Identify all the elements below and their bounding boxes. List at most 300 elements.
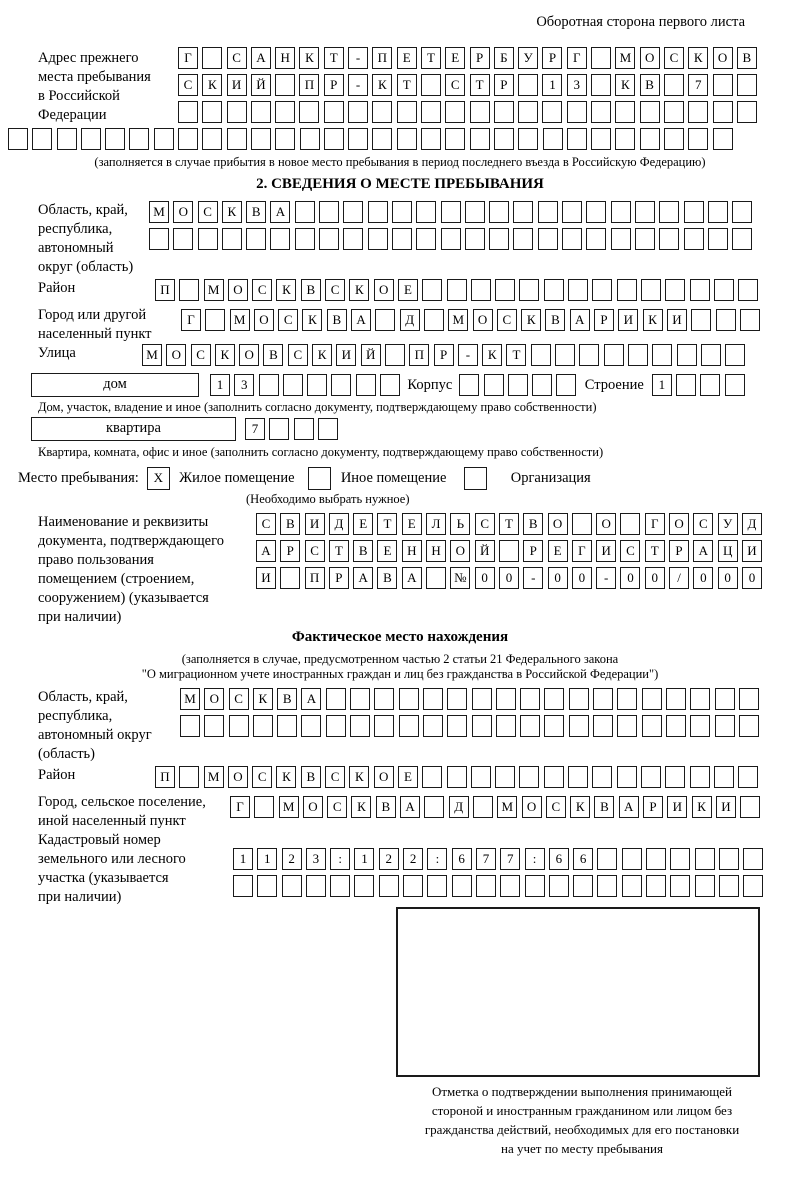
char-cell[interactable] [295,228,315,250]
char-cell[interactable]: Г [178,47,198,69]
char-cell[interactable]: К [688,47,708,69]
char-cell[interactable]: О [450,540,470,562]
char-cell[interactable]: Г [230,796,250,818]
char-cell[interactable]: 3 [306,848,326,870]
char-cell[interactable] [319,228,339,250]
char-cell[interactable] [676,374,696,396]
char-cell[interactable]: М [204,766,224,788]
char-cell[interactable]: 1 [354,848,374,870]
char-cell[interactable] [635,228,655,250]
char-cell[interactable]: К [299,47,319,69]
char-cell[interactable]: Д [449,796,469,818]
char-cell[interactable]: К [521,309,541,331]
char-cell[interactable]: К [215,344,235,366]
char-cell[interactable]: В [280,513,300,535]
char-cell[interactable] [423,715,443,737]
char-cell[interactable] [640,101,660,123]
char-cell[interactable] [611,228,631,250]
char-cell[interactable] [713,74,733,96]
char-cell[interactable]: Л [426,513,446,535]
char-cell[interactable]: С [288,344,308,366]
char-cell[interactable] [573,875,593,897]
char-cell[interactable] [593,715,613,737]
char-cell[interactable]: 1 [257,848,277,870]
char-cell[interactable] [520,688,540,710]
char-cell[interactable] [664,74,684,96]
char-cell[interactable]: И [716,796,736,818]
char-cell[interactable] [277,715,297,737]
char-cell[interactable] [569,688,589,710]
char-cell[interactable]: О [228,279,248,301]
char-cell[interactable]: - [458,344,478,366]
char-cell[interactable] [179,279,199,301]
char-cell[interactable] [178,101,198,123]
char-cell[interactable]: Р [329,567,349,589]
char-cell[interactable]: В [737,47,757,69]
char-cell[interactable] [368,201,388,223]
char-cell[interactable] [399,715,419,737]
char-cell[interactable] [593,688,613,710]
char-cell[interactable] [688,101,708,123]
char-cell[interactable] [496,715,516,737]
char-cell[interactable] [489,228,509,250]
char-cell[interactable]: 1 [542,74,562,96]
char-cell[interactable] [275,128,295,150]
char-cell[interactable]: К [202,74,222,96]
char-cell[interactable]: : [330,848,350,870]
char-cell[interactable] [713,128,733,150]
char-cell[interactable] [198,228,218,250]
char-cell[interactable] [739,715,759,737]
char-cell[interactable] [538,228,558,250]
char-cell[interactable] [423,688,443,710]
char-cell[interactable]: Т [377,513,397,535]
char-cell[interactable]: С [327,796,347,818]
char-cell[interactable]: О [713,47,733,69]
char-cell[interactable]: Т [421,47,441,69]
char-cell[interactable] [178,128,198,150]
char-cell[interactable]: М [204,279,224,301]
char-cell[interactable] [538,201,558,223]
char-cell[interactable] [591,101,611,123]
char-cell[interactable]: Г [645,513,665,535]
char-cell[interactable] [421,128,441,150]
char-cell[interactable]: Р [523,540,543,562]
char-cell[interactable] [397,101,417,123]
char-cell[interactable] [202,128,222,150]
char-cell[interactable]: М [497,796,517,818]
char-cell[interactable] [562,201,582,223]
char-cell[interactable]: И [742,540,762,562]
char-cell[interactable]: 6 [452,848,472,870]
char-cell[interactable] [531,344,551,366]
char-cell[interactable]: П [155,279,175,301]
char-cell[interactable]: О [254,309,274,331]
char-cell[interactable] [494,128,514,150]
char-cell[interactable] [202,101,222,123]
char-cell[interactable]: Г [181,309,201,331]
char-cell[interactable]: 0 [742,567,762,589]
char-cell[interactable] [375,309,395,331]
char-cell[interactable] [306,875,326,897]
char-cell[interactable] [447,688,467,710]
char-cell[interactable]: В [301,766,321,788]
char-cell[interactable]: 2 [379,848,399,870]
char-cell[interactable] [294,418,314,440]
char-cell[interactable]: А [693,540,713,562]
char-cell[interactable] [318,418,338,440]
char-cell[interactable]: С [445,74,465,96]
checkbox-org[interactable] [464,467,487,490]
char-cell[interactable] [300,128,320,150]
char-cell[interactable]: 1 [652,374,672,396]
char-cell[interactable] [620,513,640,535]
char-cell[interactable]: 0 [572,567,592,589]
char-cell[interactable] [615,101,635,123]
char-cell[interactable] [567,128,587,150]
char-cell[interactable] [343,228,363,250]
char-cell[interactable] [422,766,442,788]
char-cell[interactable]: - [348,74,368,96]
char-cell[interactable]: Д [742,513,762,535]
char-cell[interactable]: О [374,279,394,301]
char-cell[interactable]: 1 [210,374,230,396]
char-cell[interactable]: О [473,309,493,331]
char-cell[interactable]: Е [402,513,422,535]
char-cell[interactable] [684,228,704,250]
char-cell[interactable]: О [228,766,248,788]
char-cell[interactable]: В [301,279,321,301]
char-cell[interactable]: Й [361,344,381,366]
char-cell[interactable] [445,101,465,123]
char-cell[interactable]: Т [506,344,526,366]
char-cell[interactable]: Е [548,540,568,562]
char-cell[interactable]: С [178,74,198,96]
char-cell[interactable] [471,766,491,788]
char-cell[interactable] [597,875,617,897]
char-cell[interactable] [57,128,77,150]
char-cell[interactable] [8,128,28,150]
char-cell[interactable] [422,279,442,301]
char-cell[interactable]: Т [329,540,349,562]
char-cell[interactable]: В [327,309,347,331]
char-cell[interactable] [495,279,515,301]
char-cell[interactable] [459,374,479,396]
char-cell[interactable] [518,74,538,96]
char-cell[interactable] [269,418,289,440]
char-cell[interactable] [572,513,592,535]
char-cell[interactable]: С [252,766,272,788]
char-cell[interactable] [295,201,315,223]
char-cell[interactable] [664,101,684,123]
char-cell[interactable] [307,374,327,396]
char-cell[interactable]: Е [377,540,397,562]
char-cell[interactable] [326,688,346,710]
char-cell[interactable]: 2 [403,848,423,870]
char-cell[interactable]: И [596,540,616,562]
char-cell[interactable] [421,101,441,123]
char-cell[interactable] [700,374,720,396]
checkbox-inoe[interactable] [308,467,331,490]
char-cell[interactable] [330,875,350,897]
char-cell[interactable] [567,101,587,123]
char-cell[interactable] [542,101,562,123]
char-cell[interactable] [350,715,370,737]
char-cell[interactable]: У [718,513,738,535]
char-cell[interactable] [732,201,752,223]
char-cell[interactable] [725,344,745,366]
char-cell[interactable]: А [570,309,590,331]
char-cell[interactable] [331,374,351,396]
char-cell[interactable] [465,201,485,223]
char-cell[interactable] [447,715,467,737]
char-cell[interactable]: П [372,47,392,69]
char-cell[interactable] [666,715,686,737]
char-cell[interactable] [716,309,736,331]
char-cell[interactable] [259,374,279,396]
char-cell[interactable]: 0 [693,567,713,589]
char-cell[interactable] [441,201,461,223]
char-cell[interactable]: К [222,201,242,223]
char-cell[interactable] [690,715,710,737]
char-cell[interactable] [280,567,300,589]
char-cell[interactable]: В [263,344,283,366]
char-cell[interactable]: С [325,279,345,301]
char-cell[interactable]: 3 [567,74,587,96]
char-cell[interactable] [617,688,637,710]
char-cell[interactable] [738,766,758,788]
char-cell[interactable] [270,228,290,250]
char-cell[interactable] [472,715,492,737]
char-cell[interactable] [555,344,575,366]
char-cell[interactable] [476,875,496,897]
char-cell[interactable]: : [427,848,447,870]
checkbox-zhiloe[interactable]: X [147,467,170,490]
char-cell[interactable] [719,875,739,897]
char-cell[interactable] [499,540,519,562]
char-cell[interactable] [604,344,624,366]
char-cell[interactable]: В [523,513,543,535]
char-cell[interactable]: К [372,74,392,96]
char-cell[interactable]: С [620,540,640,562]
char-cell[interactable]: К [276,766,296,788]
char-cell[interactable] [532,374,552,396]
char-cell[interactable]: А [251,47,271,69]
char-cell[interactable] [254,796,274,818]
char-cell[interactable] [348,128,368,150]
char-cell[interactable]: П [155,766,175,788]
char-cell[interactable] [416,201,436,223]
char-cell[interactable] [348,101,368,123]
char-cell[interactable]: С [252,279,272,301]
char-cell[interactable]: М [615,47,635,69]
char-cell[interactable] [32,128,52,150]
char-cell[interactable] [380,374,400,396]
char-cell[interactable] [251,128,271,150]
char-cell[interactable]: О [204,688,224,710]
char-cell[interactable]: Й [251,74,271,96]
char-cell[interactable] [227,128,247,150]
char-cell[interactable]: 7 [500,848,520,870]
char-cell[interactable]: К [615,74,635,96]
char-cell[interactable] [445,128,465,150]
char-cell[interactable]: С [256,513,276,535]
char-cell[interactable] [544,688,564,710]
char-cell[interactable]: С [229,688,249,710]
char-cell[interactable]: К [302,309,322,331]
char-cell[interactable] [549,875,569,897]
char-cell[interactable]: М [448,309,468,331]
char-cell[interactable]: 2 [282,848,302,870]
char-cell[interactable]: - [348,47,368,69]
char-cell[interactable] [664,128,684,150]
char-cell[interactable] [642,688,662,710]
char-cell[interactable]: С [227,47,247,69]
char-cell[interactable] [246,228,266,250]
char-cell[interactable]: 0 [548,567,568,589]
char-cell[interactable]: О [374,766,394,788]
char-cell[interactable]: - [596,567,616,589]
char-cell[interactable] [579,344,599,366]
char-cell[interactable]: 7 [476,848,496,870]
char-cell[interactable]: 7 [245,418,265,440]
char-cell[interactable] [670,848,690,870]
char-cell[interactable] [628,344,648,366]
char-cell[interactable] [725,374,745,396]
char-cell[interactable]: Т [645,540,665,562]
char-cell[interactable] [495,766,515,788]
char-cell[interactable] [715,688,735,710]
char-cell[interactable] [520,715,540,737]
char-cell[interactable]: Р [594,309,614,331]
char-cell[interactable] [715,715,735,737]
char-cell[interactable]: Г [567,47,587,69]
char-cell[interactable] [513,228,533,250]
char-cell[interactable] [379,875,399,897]
char-cell[interactable]: К [312,344,332,366]
char-cell[interactable] [447,766,467,788]
char-cell[interactable]: П [409,344,429,366]
char-cell[interactable] [202,47,222,69]
char-cell[interactable] [617,766,637,788]
char-cell[interactable] [472,688,492,710]
char-cell[interactable]: В [640,74,660,96]
char-cell[interactable] [740,309,760,331]
char-cell[interactable] [691,309,711,331]
char-cell[interactable] [615,128,635,150]
char-cell[interactable] [484,374,504,396]
char-cell[interactable]: С [198,201,218,223]
char-cell[interactable] [592,766,612,788]
char-cell[interactable] [427,875,447,897]
char-cell[interactable]: С [693,513,713,535]
char-cell[interactable] [690,766,710,788]
char-cell[interactable]: С [305,540,325,562]
char-cell[interactable] [473,796,493,818]
char-cell[interactable] [684,201,704,223]
char-cell[interactable]: С [278,309,298,331]
char-cell[interactable]: Р [434,344,454,366]
char-cell[interactable] [452,875,472,897]
char-cell[interactable] [233,875,253,897]
char-cell[interactable] [385,344,405,366]
char-cell[interactable] [496,688,516,710]
char-cell[interactable] [324,101,344,123]
char-cell[interactable]: 3 [234,374,254,396]
char-cell[interactable]: К [349,766,369,788]
char-cell[interactable]: С [664,47,684,69]
char-cell[interactable] [275,74,295,96]
char-cell[interactable]: А [402,567,422,589]
char-cell[interactable] [299,101,319,123]
char-cell[interactable] [513,201,533,223]
char-cell[interactable]: Е [353,513,373,535]
char-cell[interactable] [556,374,576,396]
char-cell[interactable] [713,101,733,123]
char-cell[interactable]: - [523,567,543,589]
char-cell[interactable]: А [353,567,373,589]
char-cell[interactable]: О [239,344,259,366]
char-cell[interactable] [525,875,545,897]
char-cell[interactable]: Р [669,540,689,562]
char-cell[interactable] [251,101,271,123]
char-cell[interactable] [544,715,564,737]
char-cell[interactable] [690,279,710,301]
char-cell[interactable]: Н [275,47,295,69]
char-cell[interactable] [227,101,247,123]
char-cell[interactable] [470,101,490,123]
char-cell[interactable]: И [336,344,356,366]
char-cell[interactable] [641,766,661,788]
char-cell[interactable] [470,128,490,150]
char-cell[interactable]: А [270,201,290,223]
char-cell[interactable] [229,715,249,737]
char-cell[interactable] [688,128,708,150]
char-cell[interactable] [282,875,302,897]
char-cell[interactable] [592,279,612,301]
char-cell[interactable] [129,128,149,150]
char-cell[interactable] [597,848,617,870]
char-cell[interactable]: Т [324,47,344,69]
char-cell[interactable]: И [667,309,687,331]
char-cell[interactable] [740,796,760,818]
char-cell[interactable] [622,848,642,870]
char-cell[interactable]: 0 [475,567,495,589]
char-cell[interactable]: И [618,309,638,331]
char-cell[interactable] [500,875,520,897]
char-cell[interactable] [424,309,444,331]
char-cell[interactable]: Е [398,766,418,788]
char-cell[interactable]: 0 [499,567,519,589]
char-cell[interactable]: Р [542,47,562,69]
char-cell[interactable] [204,715,224,737]
char-cell[interactable]: 6 [549,848,569,870]
char-cell[interactable] [403,875,423,897]
char-cell[interactable]: О [173,201,193,223]
char-cell[interactable] [518,101,538,123]
char-cell[interactable] [301,715,321,737]
char-cell[interactable]: К [570,796,590,818]
char-cell[interactable] [149,228,169,250]
char-cell[interactable]: С [475,513,495,535]
char-cell[interactable] [257,875,277,897]
char-cell[interactable] [695,848,715,870]
char-cell[interactable] [677,344,697,366]
char-cell[interactable] [732,228,752,250]
char-cell[interactable]: Б [494,47,514,69]
char-cell[interactable]: Р [470,47,490,69]
char-cell[interactable]: О [166,344,186,366]
